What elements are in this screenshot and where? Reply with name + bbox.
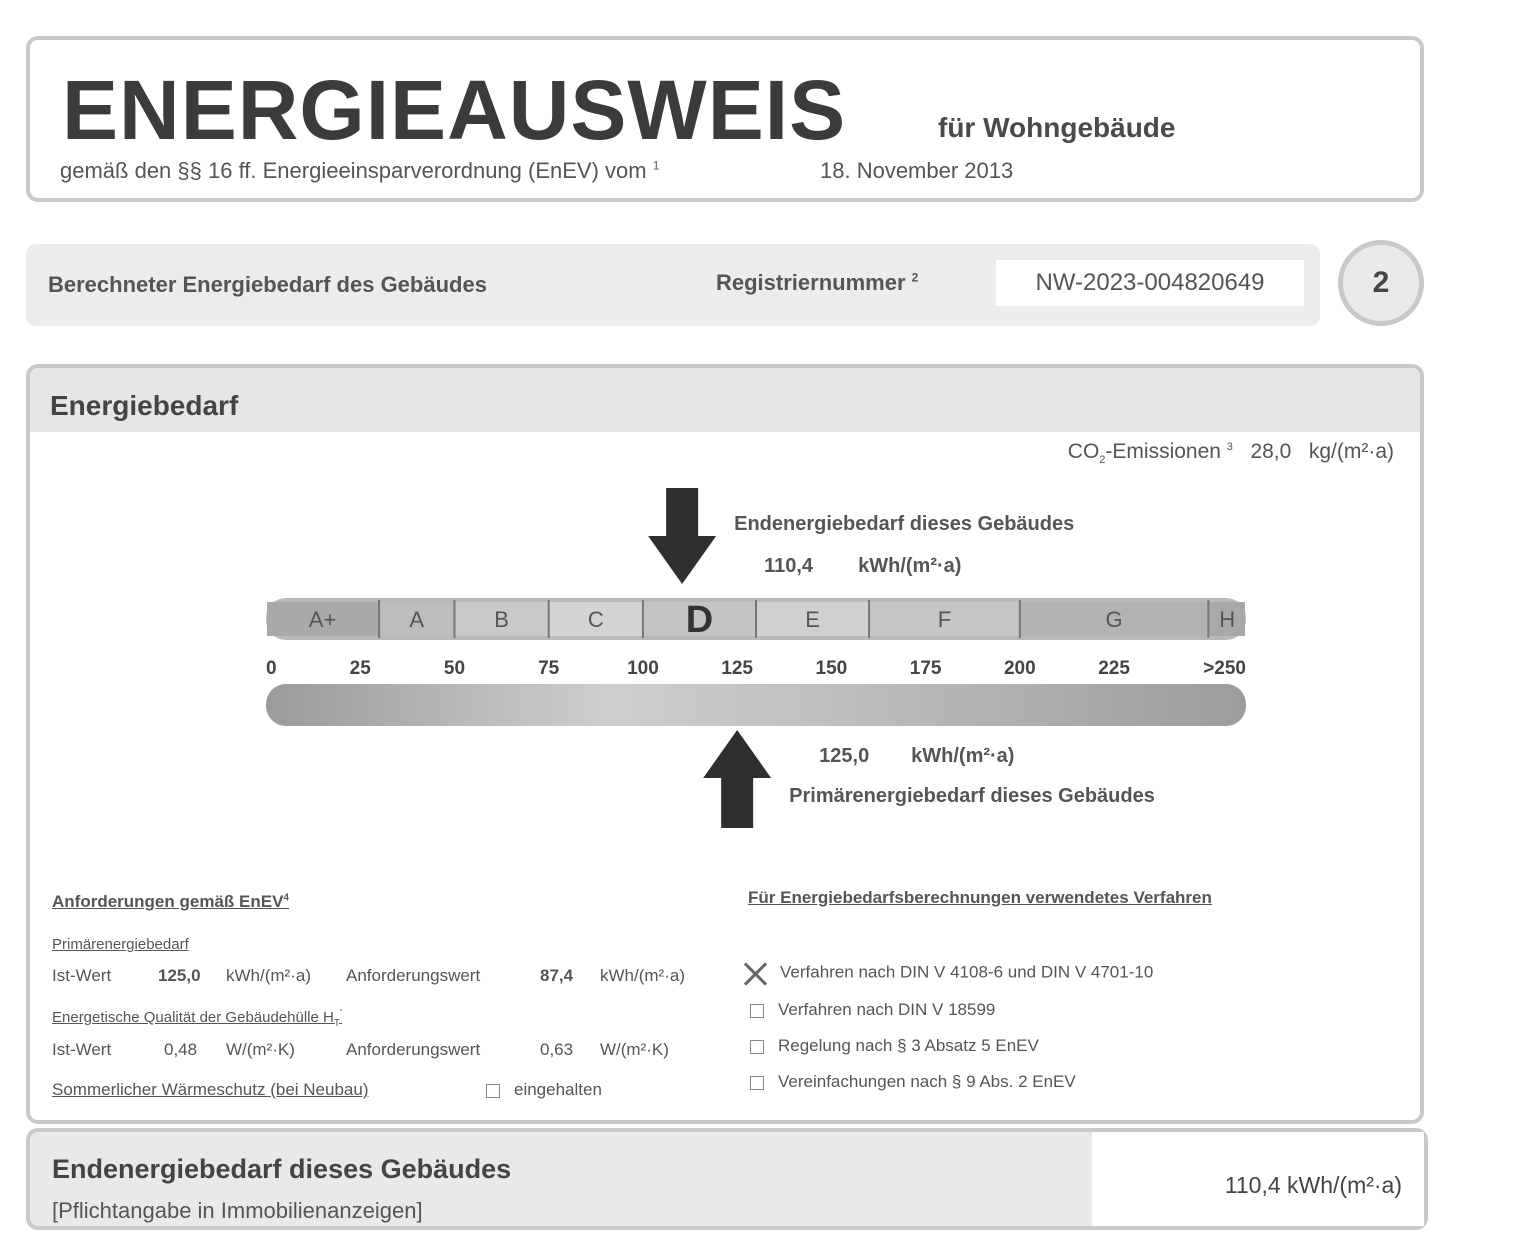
checkbox-icon[interactable] [750, 1076, 764, 1090]
primary-req-value: 87,4 [540, 966, 574, 985]
tick-label: 125 [721, 658, 754, 679]
primary-energy-label: Primärenergiebedarf dieses Gebäudes [789, 785, 1155, 807]
document-subtitle: für Wohngebäude [938, 112, 1176, 143]
tick-label: 50 [443, 658, 466, 679]
section-label: Berechneter Energiebedarf des Gebäudes [48, 272, 487, 297]
class-label: C [587, 607, 604, 632]
envelope-req-label: Anforderungswert [346, 1040, 481, 1059]
co2-label-prefix: CO [1067, 440, 1100, 463]
end-energy-arrow-icon [648, 488, 716, 584]
requirements-heading-text: Anforderungen gemäß EnEV [52, 892, 284, 911]
energy-demand-section [26, 364, 1424, 1124]
co2-emissions [1068, 440, 1394, 466]
tick-label: >250 [1203, 658, 1246, 679]
checkbox-icon[interactable] [486, 1084, 500, 1098]
footer-value: 110,4 kWh/(m²·a) [1224, 1172, 1402, 1198]
class-label: F [937, 607, 952, 632]
color-gradient-bar [266, 684, 1246, 726]
legal-text: gemäß den §§ 16 ff. Energieeinsparverordnung (EnEV) vom [60, 158, 647, 183]
envelope-req-value: 0,63 [540, 1040, 574, 1059]
section-header [30, 368, 1420, 432]
envelope-subheading [52, 1008, 342, 1029]
envelope-req-unit: W/(m²·K) [600, 1040, 669, 1059]
registration-bar [26, 244, 1320, 326]
document-title: ENERGIEAUSWEIS [62, 63, 847, 157]
checked-x-icon[interactable] [742, 960, 770, 986]
checkbox-icon[interactable] [750, 1004, 764, 1018]
envelope-ist-value: 0,48 [164, 1040, 198, 1059]
method-option-4[interactable] [750, 1072, 1076, 1092]
method-option-label: Vereinfachungen nach § 9 Abs. 2 EnEV [778, 1072, 1076, 1091]
method-option-3[interactable] [750, 1036, 1039, 1056]
envelope-sub: T [333, 1018, 340, 1029]
tick-label: 100 [627, 658, 659, 679]
requirements-footnote: 4 [283, 892, 289, 904]
primary-ist-unit: kWh/(m²·a) [226, 966, 311, 985]
registration-footnote: 2 [911, 270, 919, 285]
envelope-ist-label: Ist-Wert [52, 1040, 112, 1059]
method-option-label: Verfahren nach DIN V 4108-6 und DIN V 4701-10 [780, 962, 1154, 982]
footer-title: Endenergiebedarf dieses Gebäudes [52, 1154, 512, 1184]
primary-ist-label: Ist-Wert [52, 966, 112, 985]
registration-number-label [716, 270, 918, 296]
legal-reference [60, 158, 659, 184]
registration-number-label-text: Registriernummer [716, 270, 906, 295]
summer-protection-label: Sommerlicher Wärmeschutz (bei Neubau) [52, 1080, 369, 1099]
envelope-sup: ' [339, 1008, 342, 1019]
page-number-badge: 2 [1338, 240, 1424, 326]
legal-footnote: 1 [652, 158, 660, 173]
header-box [26, 36, 1424, 202]
method-option-2[interactable] [750, 1000, 995, 1020]
tick-label: 225 [1098, 658, 1130, 679]
class-label: H [1219, 607, 1236, 632]
section-title: Energiebedarf [50, 390, 239, 421]
footer-subtitle: [Pflichtangabe in Immobilienanzeigen] [52, 1198, 423, 1223]
primary-req-unit: kWh/(m²·a) [600, 966, 685, 985]
registration-number: NW-2023-004820649 [996, 260, 1304, 306]
tick-label: 75 [538, 658, 560, 679]
method-option-label: Regelung nach § 3 Absatz 5 EnEV [778, 1036, 1039, 1055]
class-label: B [494, 607, 509, 632]
footer-box [26, 1128, 1428, 1230]
envelope-label: Energetische Qualität der Gebäudehülle H [52, 1009, 334, 1026]
tick-label: 150 [815, 658, 848, 679]
class-label: A [409, 607, 425, 632]
primary-energy-subheading: Primärenergiebedarf [52, 936, 189, 953]
legal-date: 18. November 2013 [820, 158, 1014, 183]
end-energy-unit: kWh/(m²·a) [858, 555, 962, 577]
class-label: A+ [308, 607, 337, 632]
energy-scale-chart [230, 488, 1246, 828]
summer-protection-check[interactable] [486, 1080, 602, 1100]
summer-check-label: eingehalten [514, 1080, 602, 1099]
methods-heading: Für Energiebedarfsberechnungen verwendetes Verfahren [748, 888, 1212, 907]
class-label: E [805, 607, 820, 632]
co2-unit: kg/(m²·a) [1308, 440, 1394, 463]
co2-label-sub: 2 [1099, 454, 1106, 467]
requirements-heading [52, 892, 289, 912]
end-energy-value: 110,4 [764, 555, 814, 577]
tick-label: 175 [909, 658, 942, 679]
method-option-label: Verfahren nach DIN V 18599 [778, 1000, 996, 1019]
end-energy-label: Endenergiebedarf dieses Gebäudes [734, 513, 1075, 535]
co2-value: 28,0 [1250, 440, 1292, 463]
tick-label: 0 [266, 658, 277, 679]
envelope-ist-unit: W/(m²·K) [226, 1040, 295, 1059]
primary-req-label: Anforderungswert [346, 966, 481, 985]
primary-energy-arrow-icon [703, 730, 771, 828]
primary-energy-value: 125,0 [819, 745, 870, 767]
primary-energy-unit: kWh/(m²·a) [911, 745, 1015, 767]
tick-label: 200 [1003, 658, 1036, 679]
class-label: D [685, 599, 714, 641]
checkbox-icon[interactable] [750, 1040, 764, 1054]
tick-label: 25 [349, 658, 371, 679]
primary-ist-value: 125,0 [158, 966, 201, 985]
co2-label-suffix: -Emissionen [1105, 440, 1221, 463]
class-label: G [1105, 607, 1123, 632]
co2-footnote: 3 [1226, 441, 1233, 453]
method-option-1[interactable] [742, 960, 1153, 986]
